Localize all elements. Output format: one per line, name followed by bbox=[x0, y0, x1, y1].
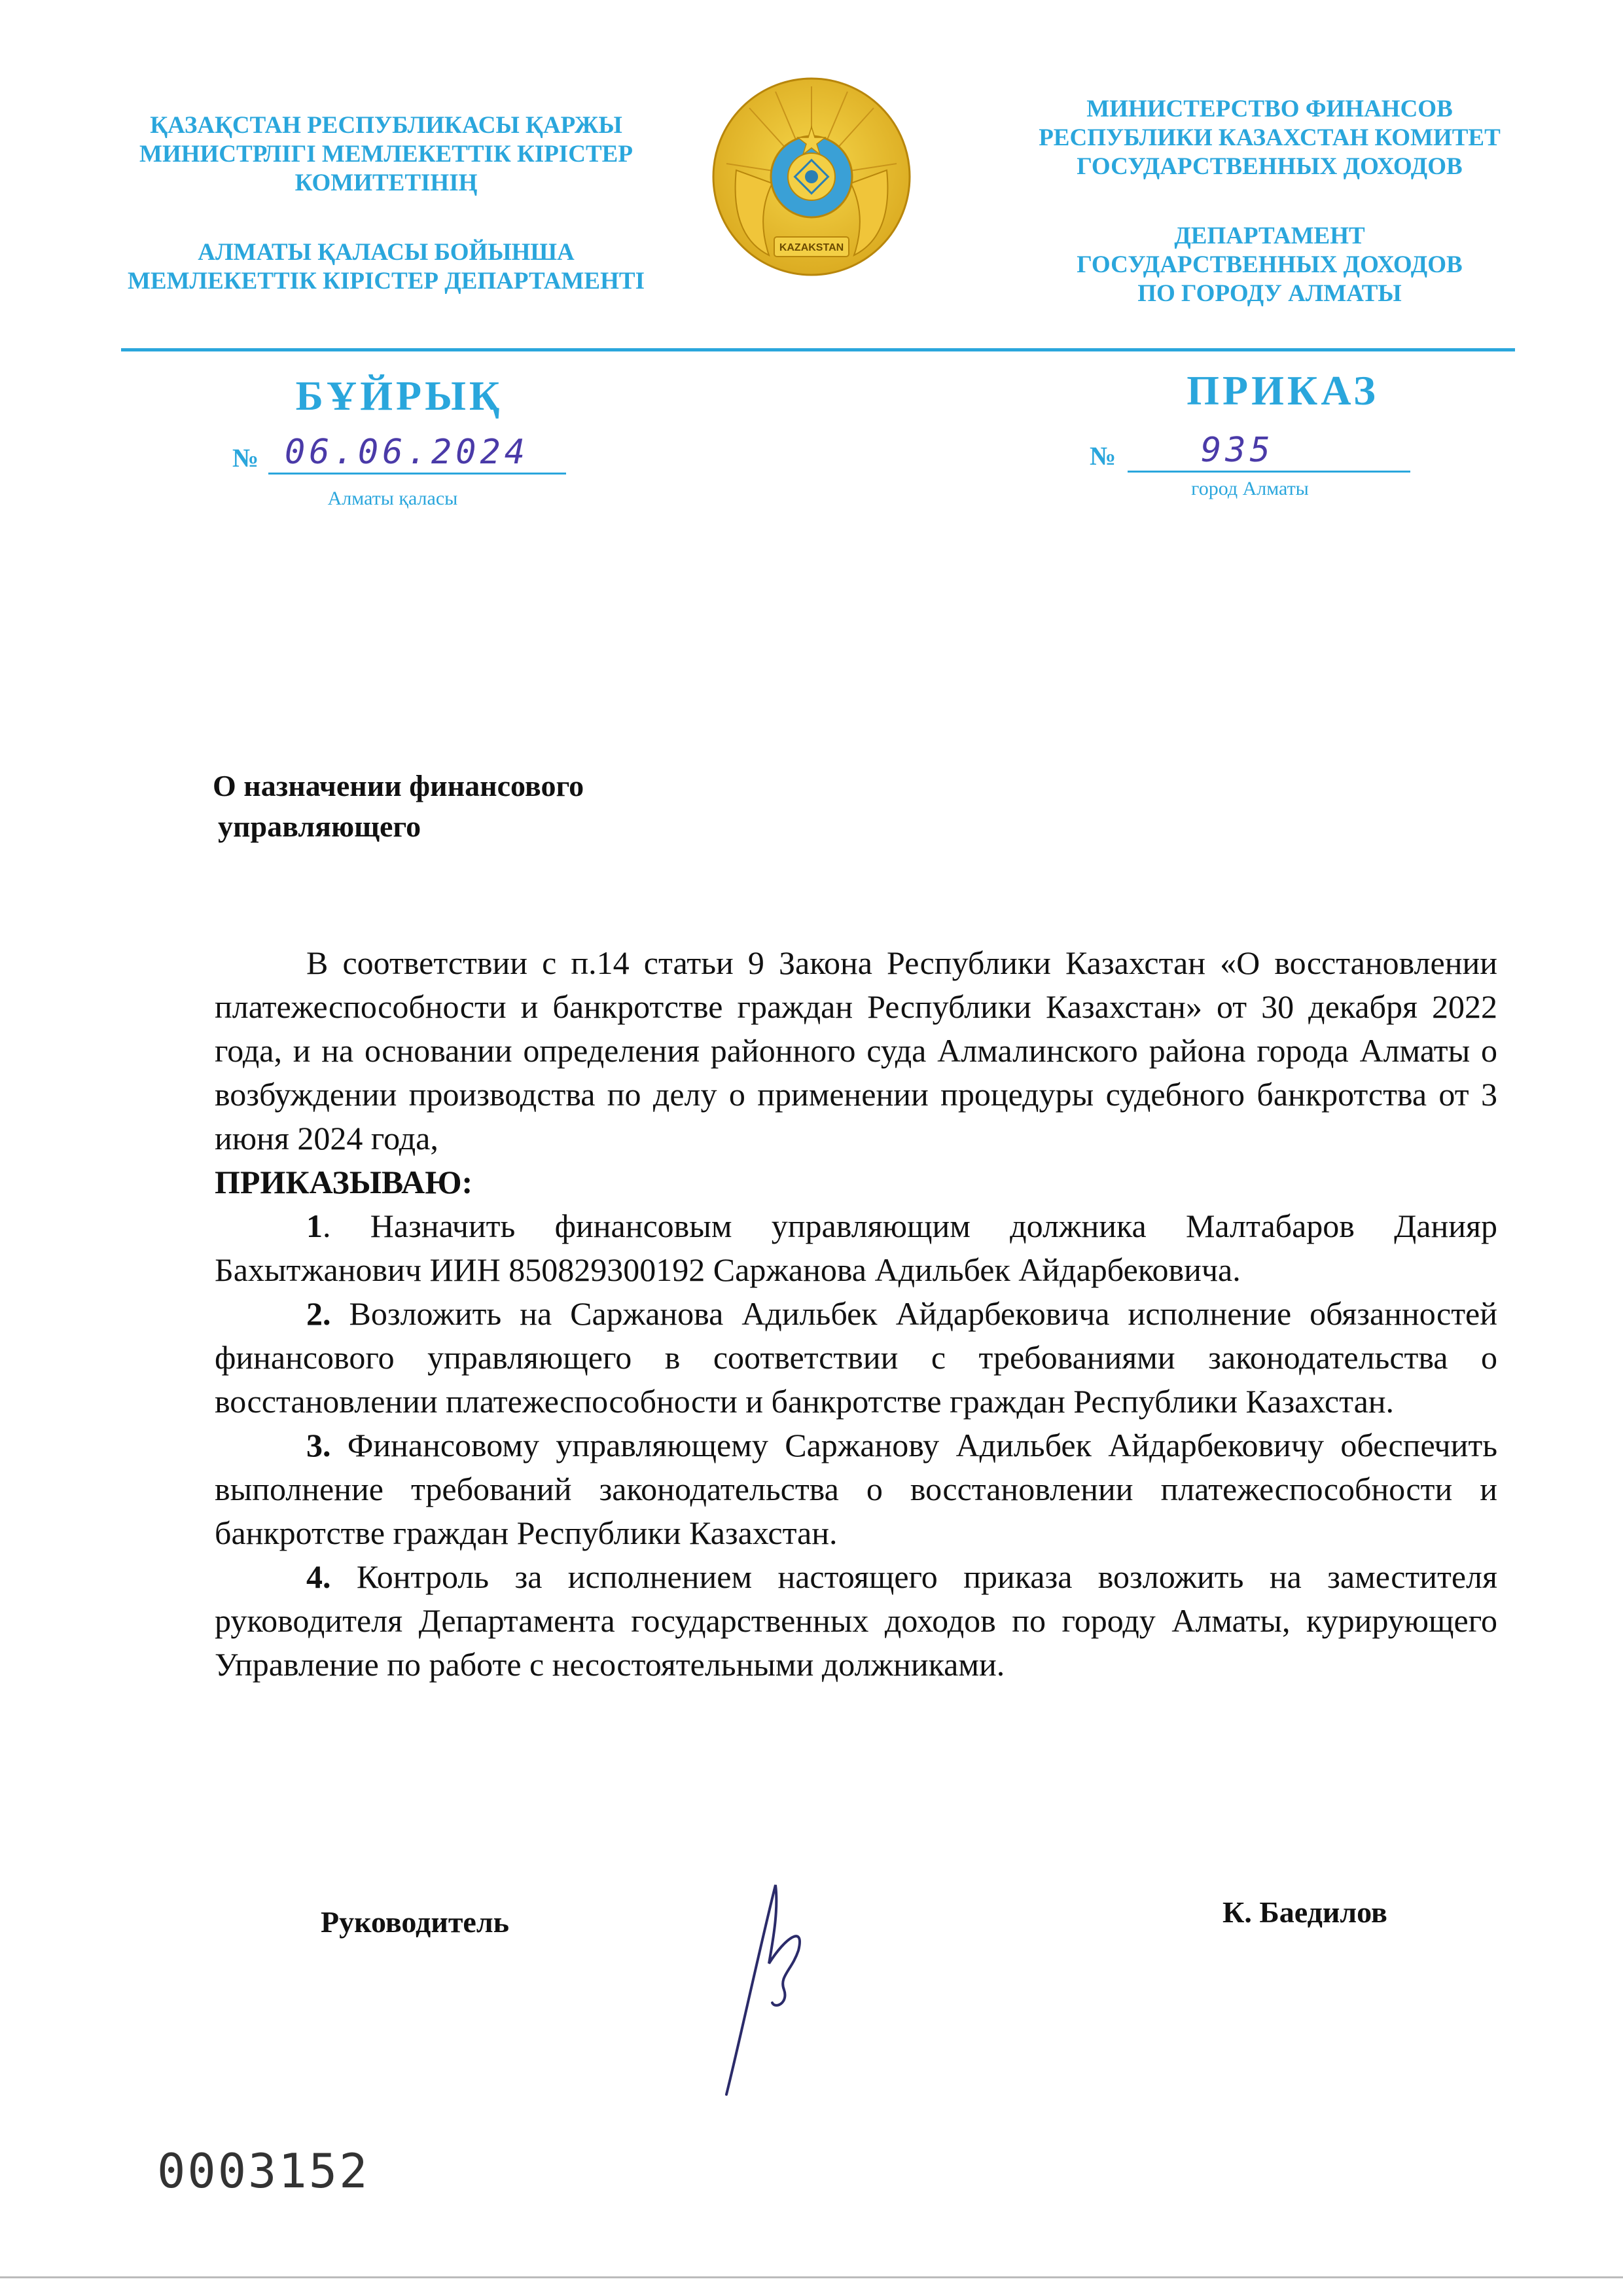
number-sign: № bbox=[1090, 441, 1116, 471]
header-ru-org-line: РЕСПУБЛИКИ КАЗАХСТАН КОМИТЕТ bbox=[1039, 124, 1501, 151]
header-ru bbox=[982, 95, 1558, 308]
item-text: . Назначить финансовым управляющим должника Малтабаров Данияр Бахытжанович ИИН 850829300192 Саржанова Адильбек Айдарбековича. bbox=[215, 1208, 1497, 1288]
order-item bbox=[215, 1204, 1497, 1292]
item-text: Возложить на Саржанова Адильбек Айдарбековича исполнение обязанностей финансового управляющего в соответствии с требованиями законодательства о восстановлении платежеспособности и банкротстве граждан Республики Казахстан. bbox=[215, 1295, 1497, 1420]
subject-line: управляющего bbox=[218, 810, 421, 843]
order-number-field bbox=[1090, 433, 1410, 473]
header-kz bbox=[98, 111, 674, 296]
order-title-ru: ПРИКАЗ bbox=[1186, 367, 1379, 414]
header-ru-org-line: МИНИСТЕРСТВО ФИНАНСОВ bbox=[1086, 96, 1453, 122]
item-text: Контроль за исполнением настоящего приказа возложить на заместителя руководителя Департамента государственных доходов по городу Алматы, курирующего Управление по работе с несостоятельными должниками. bbox=[215, 1558, 1497, 1683]
order-title-kz: БҰЙРЫҚ bbox=[295, 372, 503, 419]
page-edge-line bbox=[0, 2276, 1623, 2278]
header-ru-dept-line: ПО ГОРОДУ АЛМАТЫ bbox=[1137, 280, 1402, 307]
order-date-field bbox=[232, 435, 566, 475]
date-underline bbox=[268, 473, 566, 475]
header-kz-dept-line: МЕМЛЕКЕТТІК КІРІСТЕР ДЕПАРТАМЕНТІ bbox=[128, 268, 645, 295]
order-body bbox=[215, 941, 1497, 1687]
state-emblem-icon bbox=[710, 72, 913, 291]
signatory-name: К. Баедилов bbox=[1222, 1895, 1387, 1929]
handwritten-signature bbox=[713, 1872, 844, 2108]
order-item bbox=[215, 1555, 1497, 1687]
preamble-paragraph: В соответствии с п.14 статьи 9 Закона Республики Казахстан «О восстановлении платежеспособности и банкротстве граждан Республики Казахстан» от 30 декабря 2022 года, и на основании определения районного суда Алмалинского района города Алматы о возбуждении производства по делу о применении процедуры судебного банкротства от 3 июня 2024 года, bbox=[215, 944, 1497, 1157]
city-kz: Алматы қаласы bbox=[327, 488, 458, 509]
header-ru-org-line: ГОСУДАРСТВЕННЫХ ДОХОДОВ bbox=[1077, 153, 1463, 180]
command-line bbox=[215, 1160, 1497, 1204]
handwritten-number: 935 bbox=[1201, 431, 1274, 470]
number-underline bbox=[1128, 471, 1410, 473]
handwritten-date: 06.06.2024 bbox=[285, 433, 529, 472]
item-text: Финансовому управляющему Саржанову Адильбек Айдарбековичу обеспечить выполнение требований законодательства о восстановлении платежеспособности и банкротстве граждан Республики Казахстан. bbox=[215, 1427, 1497, 1551]
item-number: 2. bbox=[306, 1295, 331, 1332]
item-number: 3. bbox=[306, 1427, 331, 1463]
header-divider bbox=[121, 348, 1515, 351]
order-subject bbox=[213, 766, 584, 847]
item-number: 1 bbox=[306, 1208, 323, 1244]
emblem-caption: KAZAKSTAN bbox=[779, 242, 844, 253]
header-ru-dept-line: ГОСУДАРСТВЕННЫХ ДОХОДОВ bbox=[1077, 251, 1463, 278]
header-kz-org-line: КОМИТЕТІНІҢ bbox=[294, 170, 478, 196]
order-item bbox=[215, 1292, 1497, 1424]
item-number: 4. bbox=[306, 1558, 331, 1595]
number-sign: № bbox=[232, 443, 259, 473]
header-kz-org-line: ҚАЗАҚСТАН РЕСПУБЛИКАСЫ ҚАРЖЫ bbox=[150, 112, 622, 139]
signatory-role: Руководитель bbox=[321, 1905, 509, 1939]
serial-number: 0003152 bbox=[157, 2144, 370, 2198]
city-ru: город Алматы bbox=[1191, 478, 1309, 499]
order-item bbox=[215, 1424, 1497, 1555]
subject-line: О назначении финансового bbox=[213, 769, 584, 802]
command-text: ПРИКАЗЫВАЮ: bbox=[215, 1164, 473, 1200]
header-ru-dept-line: ДЕПАРТАМЕНТ bbox=[1174, 223, 1365, 249]
header-kz-dept-line: АЛМАТЫ ҚАЛАСЫ БОЙЫНША bbox=[198, 239, 575, 266]
header-kz-org-line: МИНИСТРЛІГІ МЕМЛЕКЕТТІК КІРІСТЕР bbox=[139, 141, 633, 168]
